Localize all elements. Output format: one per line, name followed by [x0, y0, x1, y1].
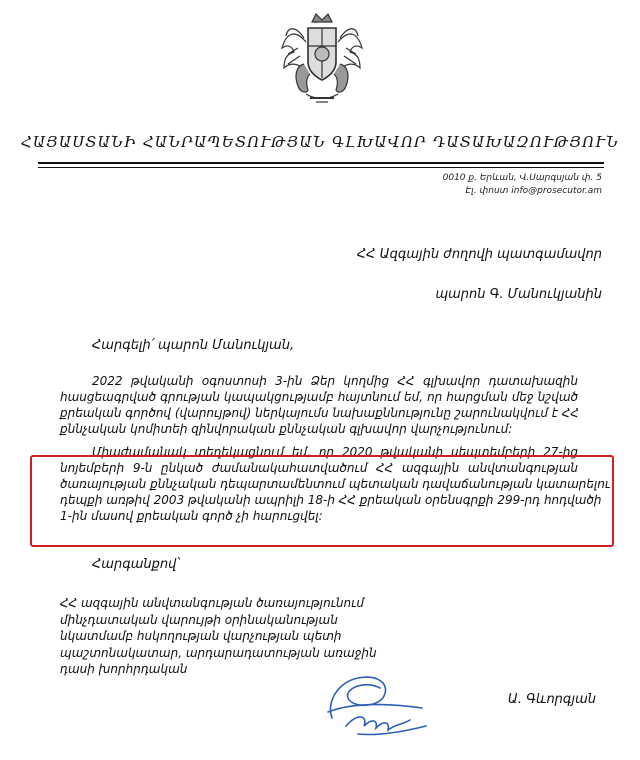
paragraph-line: Միաժամանակ տեղեկացնում եմ, որ 2020 թվականի սեպտեմբերի 27-ից: [92, 445, 578, 459]
header-divider-thin: [38, 167, 604, 168]
header-divider: [38, 162, 604, 164]
paragraph-line: 2022 թվականի օգոստոսի 3-ին Ձեր կողմից ՀՀ գլխավոր դատախազին: [92, 374, 578, 388]
signatory-line: մինչդատական վարույթի օրինականության: [60, 612, 338, 627]
paragraph-line: դեպքի առթիվ 2003 թվականի ապրիլի 18-ի ՀՀ քրեական օրենսգրքի 299-րդ հոդվածի: [60, 493, 602, 507]
handwritten-signature: [318, 668, 436, 742]
paragraph-line: նոյեմբերի 9-ն ընկած ժամանակահատվածում ՀՀ ազգային անվտանգության: [60, 461, 578, 475]
paragraph-line: քրեական գործով (վարույթով) ներկայումս նախաքննությունը շարունակվում է ՀՀ: [60, 406, 579, 420]
paragraph-line: քննչական կոմիտեի զինվորական քննչական գլխավոր վարչությունում:: [60, 422, 513, 436]
recipient-name: պարոն Գ. Մանուկյանին: [435, 287, 602, 302]
paragraph-line: 1-ին մասով քրեական գործ չի հարուցվել:: [60, 509, 323, 523]
salutation: Հարգելի՛ պարոն Մանուկյան,: [92, 338, 295, 353]
signatory-title-block: [60, 595, 377, 678]
signatory-line: դասի խորհրդական: [60, 662, 188, 676]
paragraph-1: [60, 373, 578, 437]
paragraph-line: հասցեագրված գրության կապակցությամբ հայտնում եմ, որ հարցման մեջ նշված: [60, 390, 578, 404]
page-title: ՀԱՅԱՍՏԱՆԻ ՀԱՆՐԱՊԵՏՈՒԹՅԱՆ ԳԼԽԱՎՈՐ ԴԱՏԱԽԱԶՈՒԹՅՈՒՆ: [20, 133, 620, 151]
signatory-line: ՀՀ ազգային անվտանգության ծառայությունում: [60, 596, 364, 610]
email-line: Էլ. փոստ info@prosecutor.am: [465, 186, 602, 196]
signer-name: Ա. Գևորգյան: [507, 692, 596, 707]
highlight-box: [30, 455, 614, 547]
paragraph-line: ծառայության քննչական դեպարտամենտում պետական դավաճանության կատարելու: [60, 477, 611, 491]
header-address: [443, 172, 602, 198]
signatory-line: պաշտոնակատար, արդարադատության առաջին: [60, 645, 377, 660]
armenian-coat-of-arms-icon: [276, 8, 368, 108]
recipient-title: ՀՀ Ազգային ժողովի պատգամավոր: [356, 247, 602, 262]
signatory-line: նկատմամբ հսկողության վարչության պետի: [60, 629, 342, 643]
closing: Հարգանքով՝: [92, 557, 180, 572]
address-line: 0010 ք. Երևան, Վ.Սարգսյան փ. 5: [442, 173, 602, 183]
